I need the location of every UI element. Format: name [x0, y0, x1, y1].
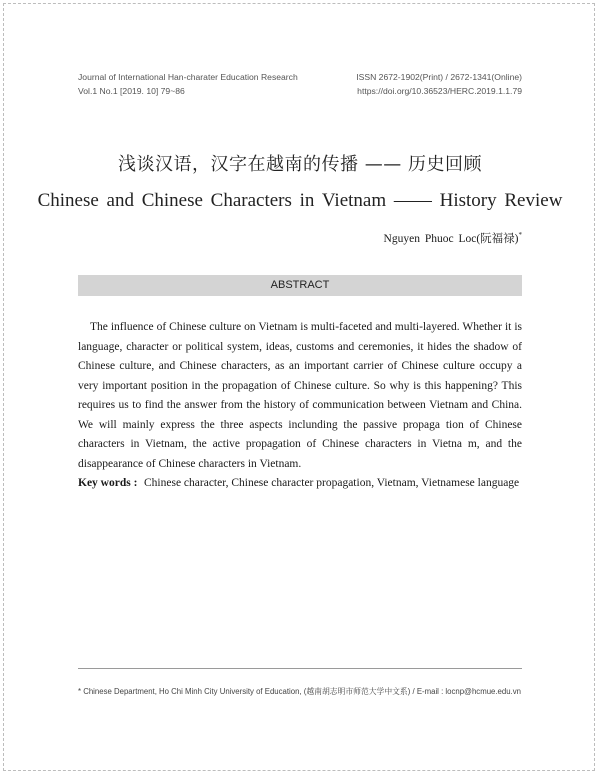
title-english: Chinese and Chinese Characters in Vietnam —— History Review [37, 190, 563, 211]
running-header-left [78, 70, 298, 98]
keywords [78, 474, 522, 494]
volume-info: Vol.1 No.1 [2019. 10] 79~86 [78, 86, 185, 96]
keywords-value: Chinese character, Chinese character propagation, Vietnam, Vietnamese language [144, 477, 520, 489]
running-header-right [356, 70, 522, 98]
abstract-heading: ABSTRACT [78, 275, 522, 296]
issn: ISSN 2672-1902(Print) / 2672-1341(Online) [356, 72, 522, 82]
title-chinese: 浅谈汉语，汉字在越南的传播 —— 历史回顾 [118, 154, 482, 175]
footnote: * Chinese Department, Ho Chi Minh City University of Education, (越南胡志明市师范大学中文系) / E-mail : locnp@hcmue.edu.vn [78, 687, 521, 696]
author-name: Nguyen Phuoc Loc(阮福禄) [383, 233, 519, 245]
doi-link[interactable]: https://doi.org/10.36523/HERC.2019.1.1.79 [357, 86, 522, 96]
footnote-rule [78, 668, 522, 669]
journal-name: Journal of International Han-charater Education Research [78, 72, 298, 82]
abstract-text: The influence of Chinese culture on Vietnam is multi-faceted and multi-layered. Whether it is language, character or political system, ideas, customs and ceremonies, it hides the shadow of Chinese culture, and Chinese characters, as an important carrier of Chinese culture occupy a very important position in the propagation of Chinese culture. So why is this happening? This requires us to find the answer from the history of communication between Vietnam and China. We will mainly express the three aspects inclunding the passive propaga tion of Chinese characters in Vietnam, the active propagation of Chinese characters in Vietna m, and the disappearance of Chinese characters in Vietnam. [78, 321, 522, 470]
keywords-label: Key words : [78, 477, 138, 489]
author-footnote-mark: * [518, 231, 522, 240]
author-line [384, 230, 522, 246]
